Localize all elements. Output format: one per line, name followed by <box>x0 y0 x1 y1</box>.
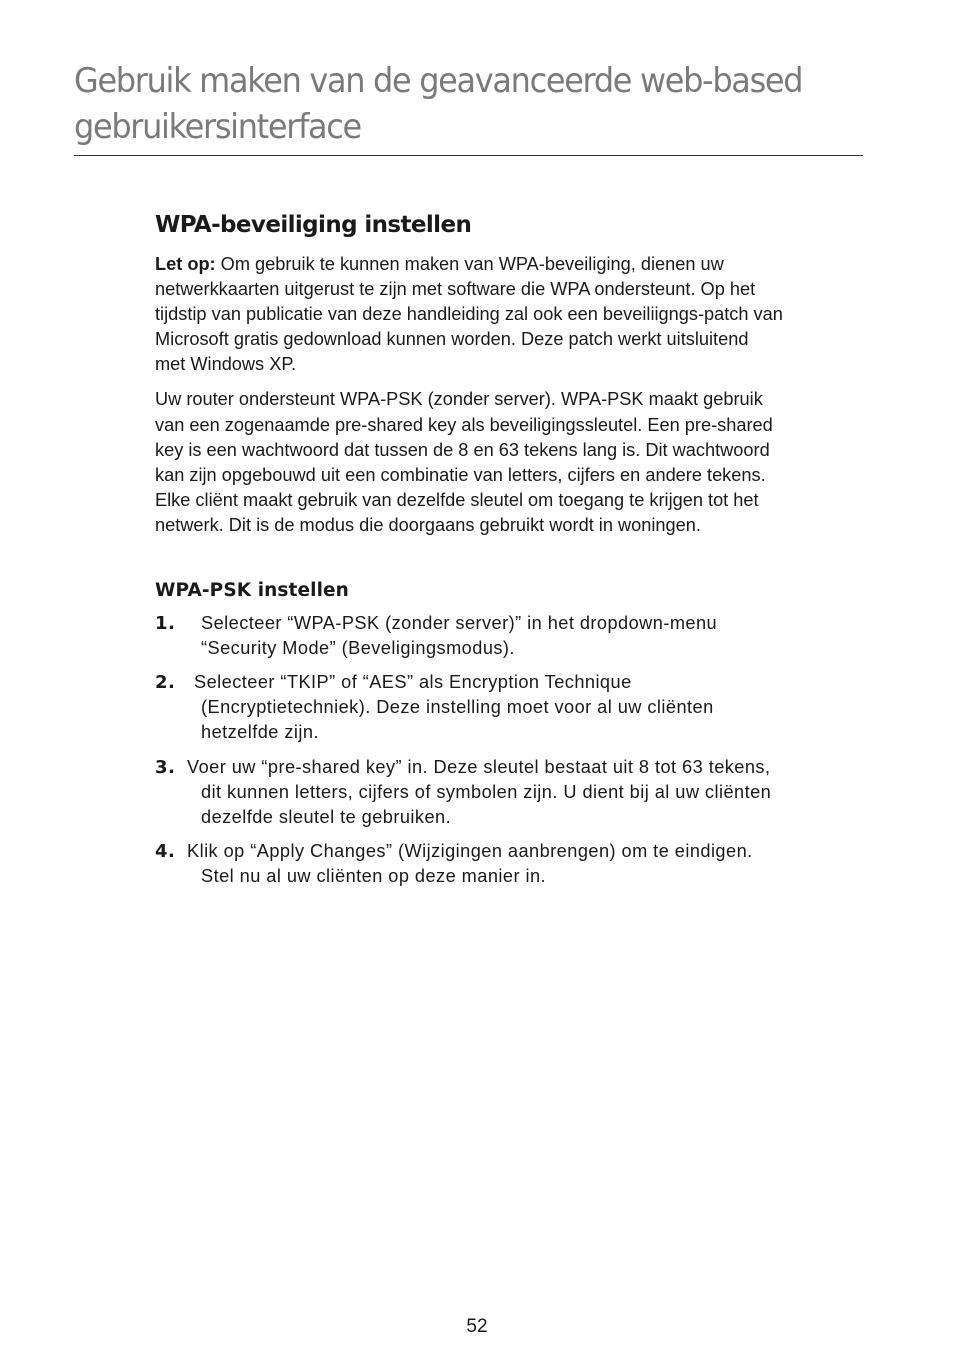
note-lead: Let op: <box>155 254 216 274</box>
subsection-title: WPA-PSK instellen <box>155 580 349 602</box>
body-line: key is een wachtwoord dat tussen de 8 en 63 tekens lang is. Dit wachtwoord <box>155 439 770 460</box>
header-divider <box>74 155 863 156</box>
main-content <box>155 208 867 898</box>
step-line: hetzelfde zijn. <box>201 722 319 743</box>
page-number: 52 <box>466 1316 488 1337</box>
list-item <box>155 755 867 830</box>
step-line: Selecteer “TKIP” of “AES” als Encryption Technique <box>194 672 632 693</box>
note-line <box>155 252 867 277</box>
note-paragraph <box>155 252 867 377</box>
body-line: Uw router ondersteunt WPA-PSK (zonder server). WPA-PSK maakt gebruik <box>155 389 763 410</box>
step-line: dezelfde sleutel te gebruiken. <box>201 806 452 827</box>
step-line: Selecteer “WPA-PSK (zonder server)” in het dropdown-menu <box>201 613 718 634</box>
step-line: Klik op “Apply Changes” (Wijzigingen aanbrengen) om te eindigen. <box>187 840 753 861</box>
list-item <box>155 611 867 661</box>
page-title-line-1: Gebruik maken van de geavanceerde web-based <box>74 61 803 101</box>
note-line: netwerkkaarten uitgerust te zijn met software die WPA ondersteunt. Op het <box>155 279 756 300</box>
note-line-text: Om gebruik te kunnen maken van WPA-beveiliging, dienen uw <box>215 254 724 274</box>
page-header <box>74 58 863 150</box>
body-line: Elke cliënt maakt gebruik van dezelfde sleutel om toegang te krijgen tot het <box>155 489 759 510</box>
body-line: van een zogenaamde pre-shared key als beveiligingssleutel. Een pre-shared <box>155 414 773 435</box>
body-paragraph <box>155 387 867 538</box>
steps-list <box>155 611 867 889</box>
step-line: dit kunnen letters, cijfers of symbolen zijn. U dient bij al uw cliënten <box>201 781 772 802</box>
step-number: 4. <box>155 840 176 862</box>
step-number: 3. <box>155 756 176 778</box>
step-line: Stel nu al uw cliënten op deze manier in. <box>201 865 547 886</box>
step-number: 1. <box>155 613 176 635</box>
body-line: kan zijn opgebouwd uit een combinatie van letters, cijfers en andere tekens. <box>155 464 766 485</box>
body-line: netwerk. Dit is de modus die doorgaans gebruikt wordt in woningen. <box>155 514 701 535</box>
page-title-line-2: gebruikersinterface <box>74 107 361 147</box>
section-title: WPA-beveiliging instellen <box>155 212 472 238</box>
list-item <box>155 839 867 889</box>
step-line: “Security Mode” (Beveligingsmodus). <box>201 638 515 659</box>
list-item <box>155 670 867 745</box>
note-line: Microsoft gratis gedownload kunnen worden. Deze patch werkt uitsluitend <box>155 329 749 350</box>
step-number: 2. <box>155 672 176 694</box>
note-line: met Windows XP. <box>155 354 297 375</box>
step-line: (Encryptietechniek). Deze instelling moet voor al uw cliënten <box>201 697 714 718</box>
step-line: Voer uw “pre-shared key” in. Deze sleutel bestaat uit 8 tot 63 tekens, <box>187 756 771 777</box>
page-title <box>74 58 816 150</box>
note-line: tijdstip van publicatie van deze handleiding zal ook een beveiliigngs-patch van <box>155 304 783 325</box>
